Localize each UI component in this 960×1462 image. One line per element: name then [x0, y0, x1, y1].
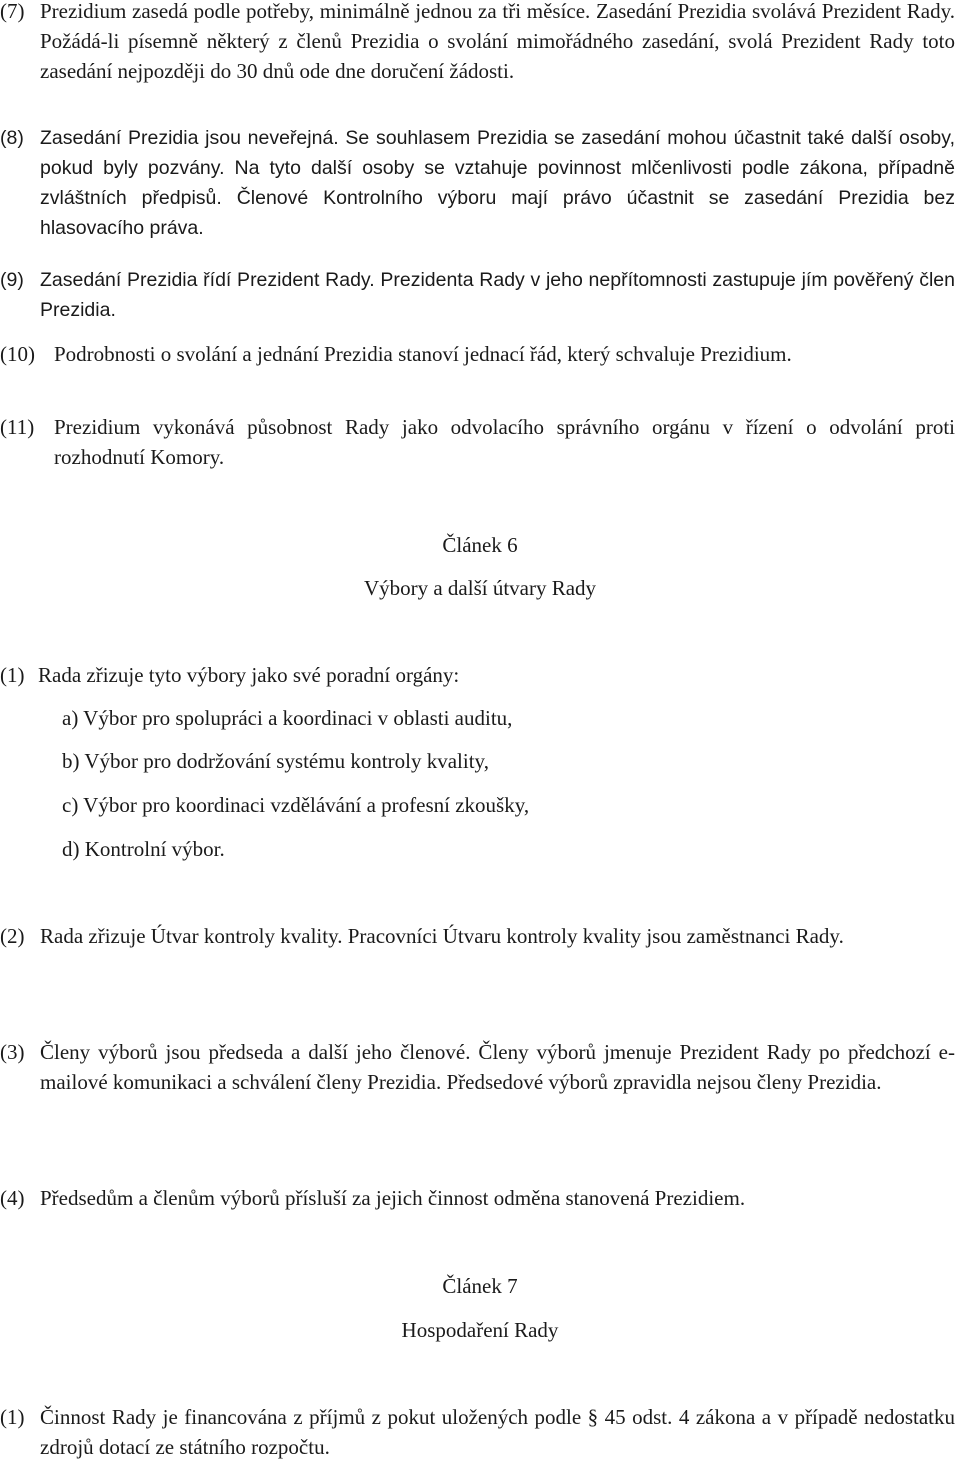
paragraph-number: (8) — [0, 127, 24, 149]
article-6-paragraph-2 — [0, 921, 955, 951]
paragraph-text: Podrobnosti o svolání a jednání Prezidia stanoví jednací řád, který schvaluje Prezidium. — [54, 342, 792, 366]
paragraph-11 — [0, 412, 955, 472]
paragraph-text: Činnost Rady je financována z příjmů z pokut uložených podle § 45 odst. 4 zákona a v případě nedostatku zdrojů dotací ze státního rozpočtu. — [40, 1405, 955, 1459]
article-7-title: Hospodaření Rady — [401, 1318, 559, 1342]
paragraph-10 — [0, 339, 955, 369]
list-item-d: d) Kontrolní výbor. — [62, 837, 225, 861]
article-7-paragraph-1 — [0, 1402, 955, 1462]
article-6-paragraph-1 — [0, 660, 955, 690]
paragraph-number: (4) — [0, 1186, 25, 1210]
article-6-title: Výbory a další útvary Rady — [363, 576, 597, 600]
list-item-c: c) Výbor pro koordinaci vzdělávání a profesní zkoušky, — [62, 793, 530, 817]
paragraph-text: Zasedání Prezidia jsou neveřejná. Se souhlasem Prezidia se zasedání mohou účastnit také další osoby, pokud byly pozvány. Na tyto další osoby se vztahuje povinnost mlčenlivosti podle zákona, případně zvláštních předpisů. Členové Kontrolního výboru mají právo účastnit se zasedání Prezidia bez hlasovacího práva. — [40, 127, 955, 239]
paragraph-number: (7) — [0, 0, 25, 23]
paragraph-text: Rada zřizuje tyto výbory jako své poradní orgány: — [38, 663, 460, 687]
article-6-paragraph-4 — [0, 1183, 955, 1213]
paragraph-number: (3) — [0, 1040, 25, 1064]
paragraph-number: (10) — [0, 342, 35, 366]
paragraph-9 — [0, 265, 955, 325]
paragraph-text: Členy výborů jsou předseda a další jeho členové. Členy výborů jmenuje Prezident Rady po předchozí e-mailové komunikaci a schválení členy Prezidia. Předsedové výborů zpravidla nejsou členy Prezidia. — [40, 1040, 955, 1094]
paragraph-number: (11) — [0, 415, 35, 439]
paragraph-number: (1) — [0, 1405, 25, 1429]
article-7-number: Článek 7 — [442, 1274, 518, 1298]
list-item-b: b) Výbor pro dodržování systému kontroly kvality, — [62, 749, 489, 773]
list-item-a: a) Výbor pro spolupráci a koordinaci v oblasti auditu, — [62, 706, 513, 730]
paragraph-number: (1) — [0, 663, 25, 687]
paragraph-text: Prezidium zasedá podle potřeby, minimálně jednou za tři měsíce. Zasedání Prezidia svolává Prezident Rady. Požádá-li písemně některý z členů Prezidia o svolání mimořádného zasedání, svolá Prezident Rady toto zasedání nejpozději do 30 dnů ode dne doručení žádosti. — [40, 0, 955, 83]
paragraph-text: Rada zřizuje Útvar kontroly kvality. Pracovníci Útvaru kontroly kvality jsou zaměstnanci Rady. — [40, 924, 844, 948]
paragraph-7 — [0, 0, 955, 86]
paragraph-number: (2) — [0, 924, 25, 948]
paragraph-8 — [0, 123, 955, 243]
article-6-paragraph-3 — [0, 1037, 955, 1097]
paragraph-text: Prezidium vykonává působnost Rady jako odvolacího správního orgánu v řízení o odvolání proti rozhodnutí Komory. — [54, 415, 955, 469]
paragraph-text: Zasedání Prezidia řídí Prezident Rady. Prezidenta Rady v jeho nepřítomnosti zastupuje jím pověřený člen Prezidia. — [40, 269, 955, 321]
paragraph-text: Předsedům a členům výborů přísluší za jejich činnost odměna stanovená Prezidiem. — [40, 1186, 746, 1210]
article-6-number: Článek 6 — [442, 533, 518, 557]
paragraph-number: (9) — [0, 269, 24, 291]
